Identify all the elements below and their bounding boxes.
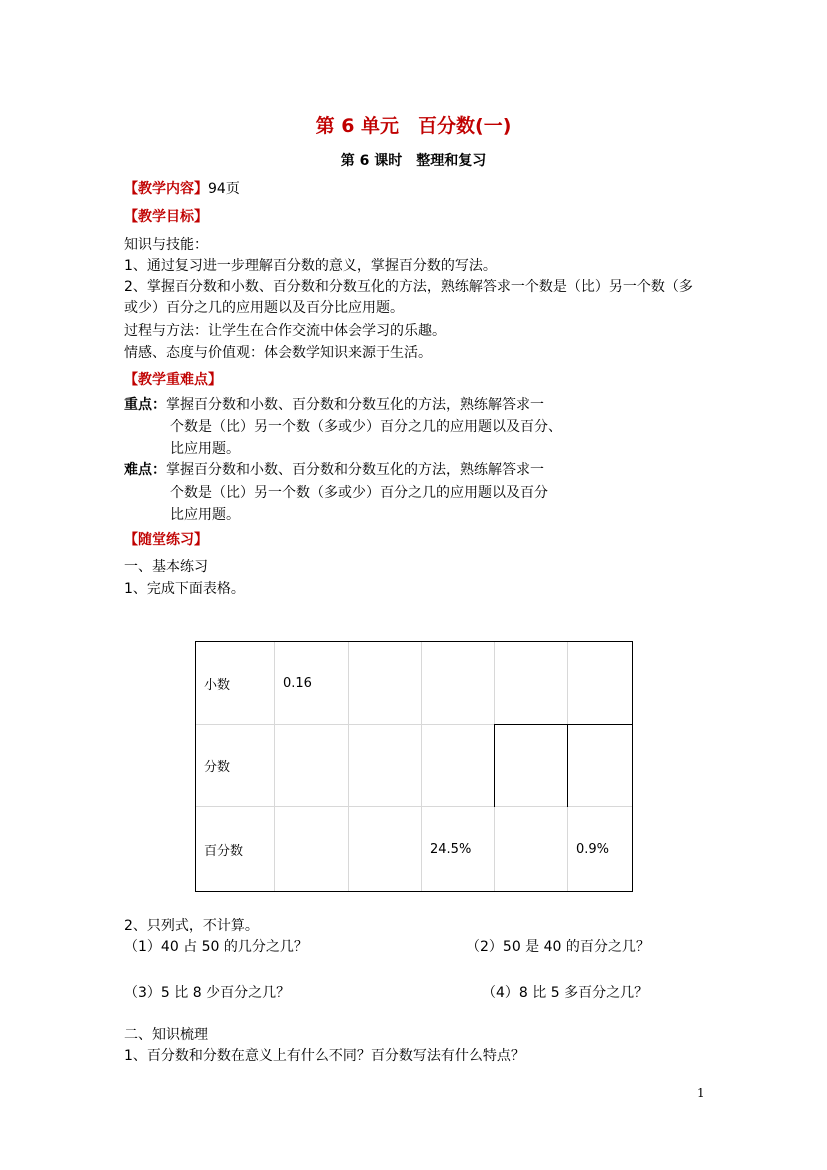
goals-line: 或少）百分之几的应用题以及百分比应用题。	[124, 300, 404, 316]
zhong-line: 掌握百分数和小数、百分数和分数互化的方法，熟练解答求一	[166, 397, 544, 413]
table-cell	[568, 725, 633, 807]
nan-row	[124, 459, 544, 479]
content-label: 【教学内容】	[124, 181, 208, 197]
goals-line: 知识与技能：	[124, 237, 208, 253]
goals-label: 【教学目标】	[124, 209, 208, 225]
content-row	[124, 178, 240, 198]
practice-label: 【随堂练习】	[124, 532, 208, 548]
part2-heading: 二、知识梳理	[124, 1027, 208, 1043]
question-2-item: （2）50 是 40 的百分之几？	[466, 939, 650, 955]
nan-line: 个数是（比）另一个数（多或少）百分之几的应用题以及百分	[170, 485, 548, 501]
question-2: 2、只列式，不计算。	[124, 918, 259, 934]
table-row	[196, 725, 633, 807]
nan-line: 比应用题。	[170, 507, 240, 523]
question-3: 1、百分数和分数在意义上有什么不同？百分数写法有什么特点？	[124, 1048, 525, 1064]
key-points-label: 【教学重难点】	[124, 372, 222, 388]
part1-heading: 一、基本练习	[124, 559, 208, 575]
goals-line: 1、通过复习进一步理解百分数的意义，掌握百分数的写法。	[124, 258, 497, 274]
conversion-table	[195, 641, 633, 892]
lesson-subtitle: 第 6 课时 整理和复习	[340, 153, 487, 169]
page-title: 第 6 单元 百分数(一)	[315, 115, 512, 137]
zhong-label: 重点：	[124, 397, 166, 413]
row-header-percent: 百分数	[196, 807, 275, 892]
question-2-item: （1）40 占 50 的几分之几？	[124, 939, 308, 955]
row-header-fraction: 分数	[196, 725, 275, 807]
table-cell: 24.5%	[422, 807, 495, 892]
table-cell	[568, 642, 633, 725]
table-cell	[275, 807, 349, 892]
content-value: 94页	[208, 181, 240, 197]
table-row	[196, 807, 633, 892]
nan-line: 掌握百分数和小数、百分数和分数互化的方法，熟练解答求一	[166, 462, 544, 478]
table-cell	[495, 642, 568, 725]
zhong-line: 比应用题。	[170, 441, 240, 457]
table-cell	[422, 725, 495, 807]
table-cell	[495, 807, 568, 892]
question-1: 1、完成下面表格。	[124, 581, 245, 597]
goals-line: 过程与方法：让学生在合作交流中体会学习的乐趣。	[124, 323, 446, 339]
zhong-line: 个数是（比）另一个数（多或少）百分之几的应用题以及百分、	[170, 419, 562, 435]
table-row	[196, 642, 633, 725]
nan-label: 难点：	[124, 462, 166, 478]
table-cell	[349, 807, 422, 892]
question-2-item: （4）8 比 5 多百分之几？	[482, 985, 649, 1001]
table-cell	[275, 725, 349, 807]
page-number: 1	[697, 1086, 705, 1100]
table-cell: 0.9%	[568, 807, 633, 892]
goals-line: 情感、态度与价值观：体会数学知识来源于生活。	[124, 345, 432, 361]
table-cell	[422, 642, 495, 725]
table-cell: 0.16	[275, 642, 349, 725]
question-2-item: （3）5 比 8 少百分之几？	[124, 985, 291, 1001]
table-cell	[349, 725, 422, 807]
zhong-row	[124, 394, 544, 414]
row-header-decimal: 小数	[196, 642, 275, 725]
goals-line: 2、掌握百分数和小数、百分数和分数互化的方法，熟练解答求一个数是（比）另一个数（多	[124, 279, 693, 295]
table-cell	[349, 642, 422, 725]
table-cell	[495, 725, 568, 807]
